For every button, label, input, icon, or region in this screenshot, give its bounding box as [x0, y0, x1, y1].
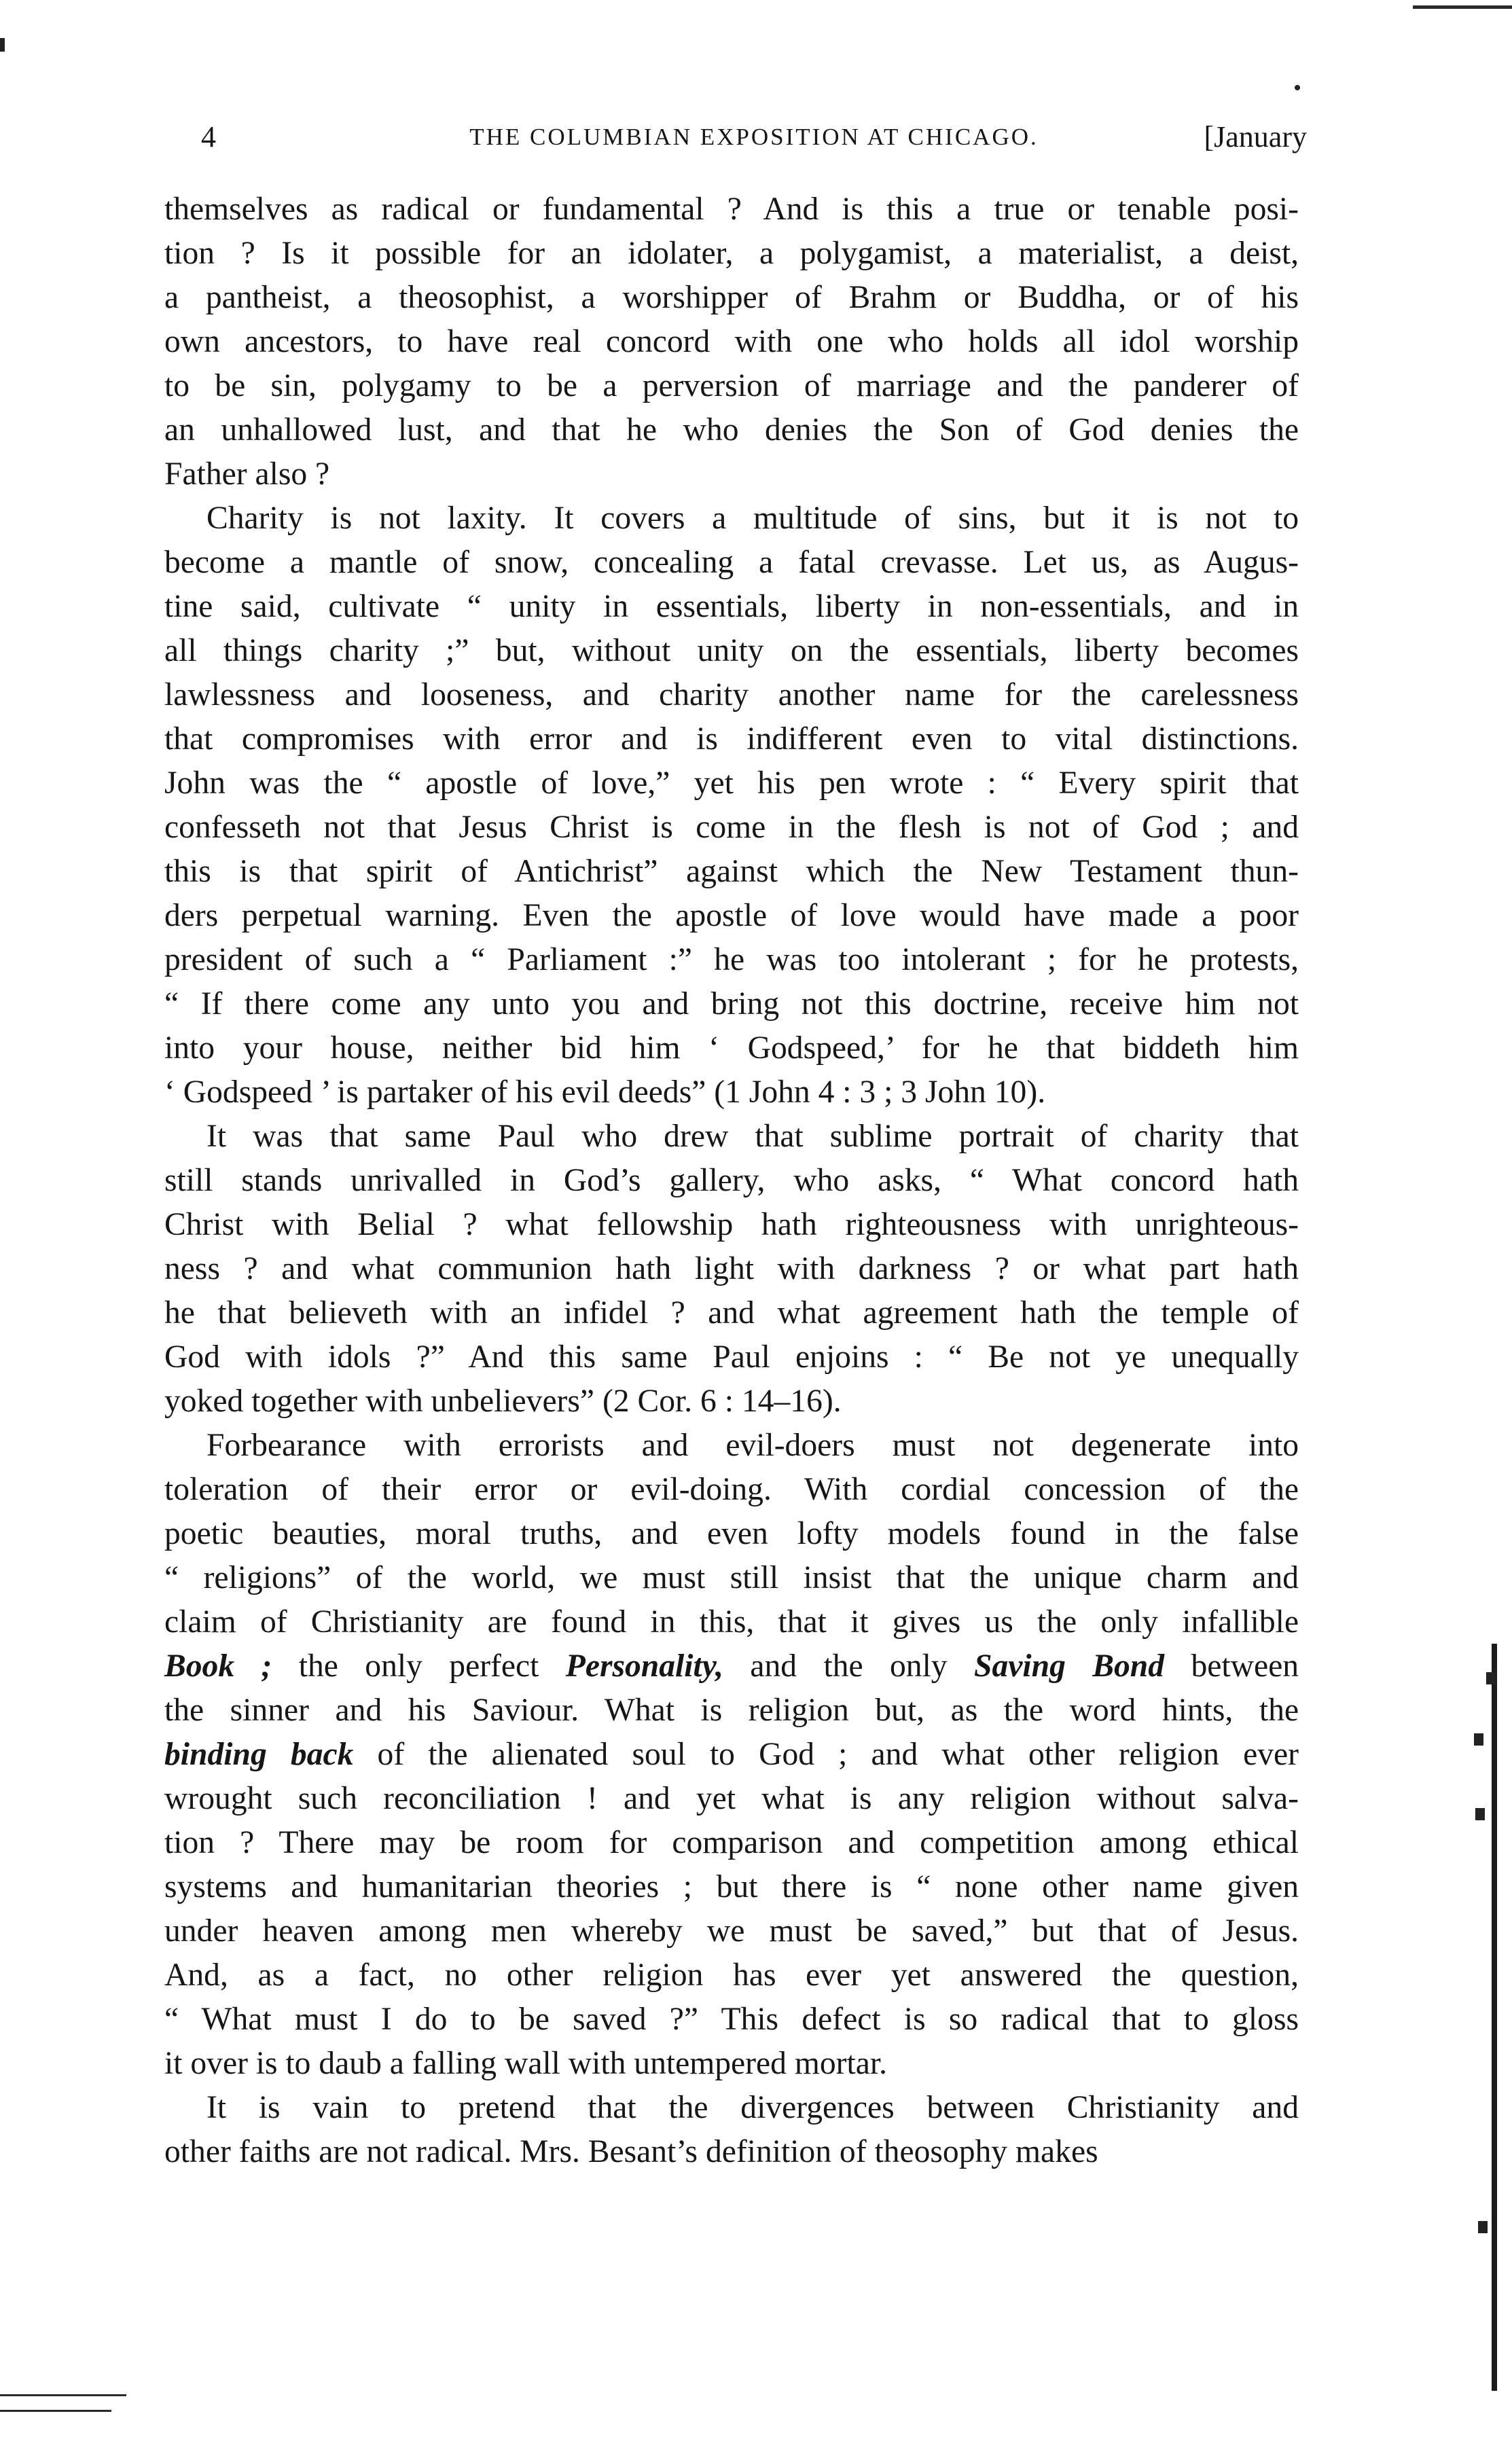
text-segment: a pantheist, a theosophist, a worshipper of Brahm or Buddha, or of his	[164, 280, 1299, 315]
text-segment: all things charity ;” but, without unity on the essentials, liberty becomes	[164, 633, 1299, 668]
text-line	[164, 1512, 1299, 1556]
text-segment: he that believeth with an infidel ? and what agreement hath the temple of	[164, 1295, 1299, 1331]
text-line	[164, 850, 1299, 894]
text-line	[164, 1556, 1299, 1600]
text-segment: tine said, cultivate “ unity in essentials, liberty in non-essentials, and in	[164, 589, 1299, 624]
text-line	[164, 1424, 1299, 1468]
text-segment: John was the “ apostle of love,” yet his pen wrote : “ Every spirit that	[164, 765, 1299, 801]
text-segment: this is that spirit of Antichrist” against which the New Testament thun-	[164, 854, 1299, 889]
scan-edge-rule	[1413, 5, 1512, 9]
text-line	[164, 1777, 1299, 1821]
text-line	[164, 1733, 1299, 1777]
italic-phrase: binding back	[164, 1737, 354, 1772]
text-segment: to be sin, polygamy to be a perversion of marriage and the panderer of	[164, 368, 1299, 403]
text-line	[164, 2130, 1299, 2174]
text-line	[164, 1291, 1299, 1335]
text-line	[164, 717, 1299, 761]
text-segment: the sinner and his Saviour. What is religion but, as the word hints, the	[164, 1693, 1299, 1728]
text-line	[164, 1335, 1299, 1379]
text-segment: confesseth not that Jesus Christ is come in the flesh is not of God ; and	[164, 810, 1299, 845]
text-segment: an unhallowed lust, and that he who denies the Son of God denies the	[164, 412, 1299, 448]
text-line	[164, 320, 1299, 364]
scan-edge-mark	[1478, 2221, 1488, 2233]
italic-phrase: Personality,	[565, 1648, 723, 1684]
text-segment: “ If there come any unto you and bring not this doctrine, receive him not	[164, 986, 1299, 1022]
text-line	[164, 1998, 1299, 2042]
text-line	[164, 1600, 1299, 1644]
text-segment: between	[1164, 1648, 1299, 1684]
text-line	[164, 497, 1299, 541]
text-segment: president of such a “ Parliament :” he was too intolerant ; for he protests,	[164, 942, 1299, 977]
text-segment: Christ with Belial ? what fellowship hath righteousness with unrighteous-	[164, 1207, 1299, 1242]
italic-phrase: Book ;	[164, 1648, 272, 1684]
text-line	[164, 541, 1299, 585]
text-line	[164, 276, 1299, 320]
text-line	[164, 761, 1299, 806]
text-segment: lawlessness and looseness, and charity another name for the carelessness	[164, 677, 1299, 712]
text-line	[164, 806, 1299, 850]
text-line	[164, 629, 1299, 673]
text-line	[164, 1379, 1299, 1424]
body-text	[164, 187, 1299, 2174]
text-line	[164, 1865, 1299, 1909]
text-line	[164, 364, 1299, 408]
text-line	[164, 408, 1299, 452]
text-segment: become a mantle of snow, concealing a fatal crevasse. Let us, as Augus-	[164, 545, 1299, 580]
text-segment: tion ? Is it possible for an idolater, a polygamist, a materialist, a deist,	[164, 236, 1299, 271]
text-line	[164, 1115, 1299, 1159]
text-line	[164, 1159, 1299, 1203]
text-line	[164, 1026, 1299, 1070]
text-segment: wrought such reconciliation ! and yet what is any religion without salva-	[164, 1781, 1299, 1816]
text-line	[164, 1821, 1299, 1865]
text-segment: and the only	[723, 1648, 974, 1684]
text-segment: God with idols ?” And this same Paul enjoins : “ Be not ye unequally	[164, 1339, 1299, 1375]
text-segment: Forbearance with errorists and evil-doers must not degenerate into	[206, 1428, 1299, 1463]
text-line	[164, 1644, 1299, 1689]
scan-edge-rule	[0, 2410, 111, 2412]
text-segment: “ What must I do to be saved ?” This defect is so radical that to gloss	[164, 2002, 1299, 2037]
text-line	[164, 2086, 1299, 2130]
text-segment: yoked together with unbelievers” (2 Cor. 6 : 14–16).	[164, 1384, 842, 1419]
text-line	[164, 1203, 1299, 1247]
text-segment: themselves as radical or fundamental ? And is this a true or tenable posi-	[164, 192, 1299, 227]
text-line	[164, 1468, 1299, 1512]
text-segment: poetic beauties, moral truths, and even lofty models found in the false	[164, 1516, 1299, 1551]
text-line	[164, 187, 1299, 232]
text-line	[164, 1070, 1299, 1115]
text-line	[164, 938, 1299, 982]
running-month: [January	[1204, 120, 1307, 154]
scan-edge-mark	[0, 38, 5, 52]
scan-edge-rule	[0, 2394, 126, 2396]
text-segment: of the alienated soul to God ; and what other religion ever	[353, 1737, 1299, 1772]
text-segment: It was that same Paul who drew that sublime portrait of charity that	[206, 1119, 1299, 1154]
text-line	[164, 982, 1299, 1026]
ink-speck	[1295, 85, 1300, 90]
text-segment: still stands unrivalled in God’s gallery, who asks, “ What concord hath	[164, 1163, 1299, 1198]
text-segment: under heaven among men whereby we must be saved,” but that of Jesus.	[164, 1913, 1299, 1949]
italic-phrase: Saving Bond	[973, 1648, 1165, 1684]
text-segment: It is vain to pretend that the divergences between Christianity and	[206, 2090, 1299, 2125]
running-header	[201, 117, 1307, 158]
scan-edge-line	[1492, 1644, 1497, 2391]
text-segment: other faiths are not radical. Mrs. Besant’s definition of theosophy makes	[164, 2134, 1098, 2169]
text-segment: ness ? and what communion hath light with darkness ? or what part hath	[164, 1251, 1299, 1286]
text-segment: Father also ?	[164, 456, 330, 492]
text-line	[164, 452, 1299, 497]
text-segment: the only perfect	[272, 1648, 566, 1684]
text-segment: into your house, neither bid him ‘ Godspeed,’ for he that biddeth him	[164, 1030, 1299, 1066]
text-segment: it over is to daub a falling wall with untempered mortar.	[164, 2046, 887, 2081]
text-line	[164, 232, 1299, 276]
text-segment: toleration of their error or evil-doing. With cordial concession of the	[164, 1472, 1299, 1507]
scan-edge-mark	[1486, 1672, 1496, 1684]
text-line	[164, 1689, 1299, 1733]
scan-edge-mark	[1474, 1733, 1483, 1746]
text-line	[164, 894, 1299, 938]
text-line	[164, 585, 1299, 629]
text-segment: ders perpetual warning. Even the apostle of love would have made a poor	[164, 898, 1299, 933]
text-segment: And, as a fact, no other religion has ever yet answered the question,	[164, 1957, 1299, 1993]
scan-edge-mark	[1475, 1808, 1485, 1820]
text-segment: own ancestors, to have real concord with one who holds all idol worship	[164, 324, 1299, 359]
text-segment: tion ? There may be room for comparison and competition among ethical	[164, 1825, 1299, 1860]
text-line	[164, 1247, 1299, 1291]
text-segment: ‘ Godspeed ’ is partaker of his evil deeds” (1 John 4 : 3 ; 3 John 10).	[164, 1075, 1046, 1110]
page-number: 4	[201, 120, 216, 154]
text-line	[164, 1953, 1299, 1998]
text-segment: claim of Christianity are found in this, that it gives us the only infallible	[164, 1604, 1299, 1640]
text-segment: Charity is not laxity. It covers a multitude of sins, but it is not to	[206, 501, 1299, 536]
text-line	[164, 1909, 1299, 1953]
text-segment: that compromises with error and is indifferent even to vital distinctions.	[164, 721, 1299, 757]
text-segment: “ religions” of the world, we must still insist that the unique charm and	[164, 1560, 1299, 1595]
running-title: THE COLUMBIAN EXPOSITION AT CHICAGO.	[469, 124, 1039, 150]
text-segment: systems and humanitarian theories ; but there is “ none other name given	[164, 1869, 1299, 1905]
text-line	[164, 2042, 1299, 2086]
text-line	[164, 673, 1299, 717]
